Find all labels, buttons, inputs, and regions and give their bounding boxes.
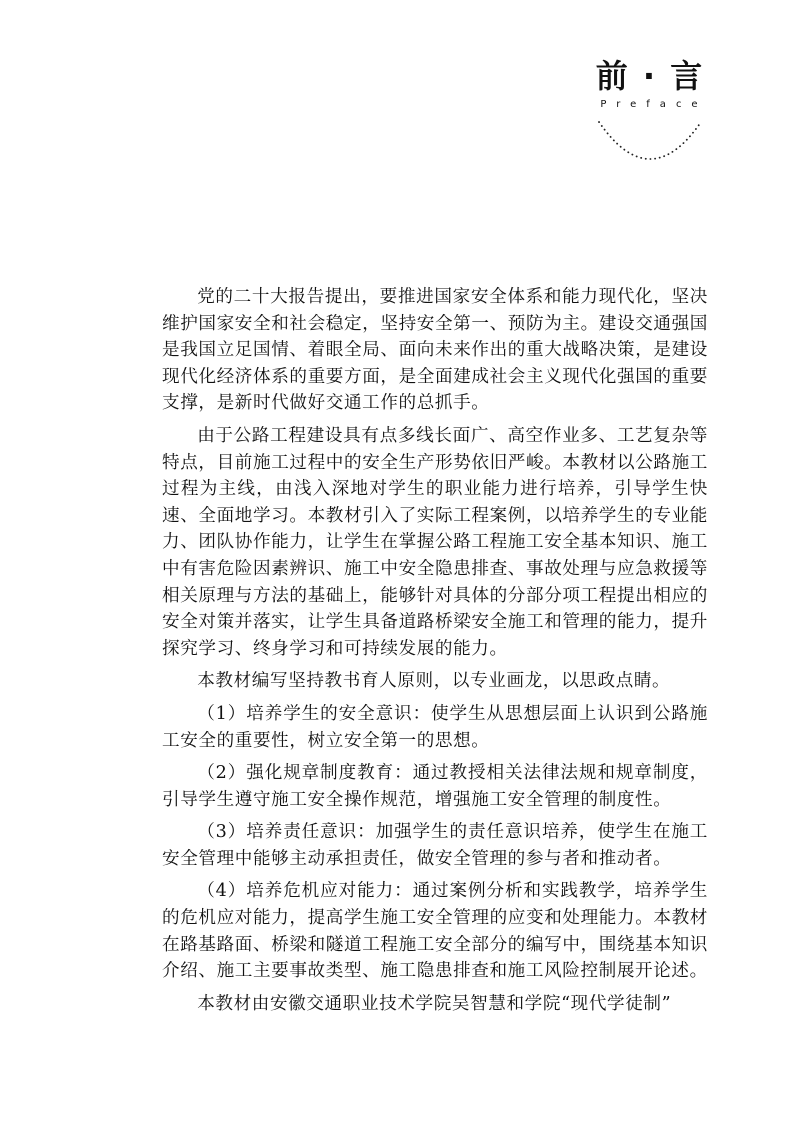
paragraph: （4）培养危机应对能力：通过案例分析和实践教学，培养学生的危机应对能力，提高学生施工安全管理的应变和处理能力。本教材在路基路面、桥梁和隧道工程施工安全部分的编写中，围绕基本知识介绍、施工主要事故类型、施工隐患排查和施工风险控制展开论述。: [162, 881, 708, 982]
paragraph: 本教材编写坚持教书育人原则，以专业画龙，以思政点睛。: [197, 671, 671, 692]
paragraph: 党的二十大报告提出，要推进国家安全体系和能力现代化，坚决维护国家安全和社会稳定，坚持安全第一、预防为主。建设交通强国是我国立足国情、着眼全局、面向未来作出的重大战略决策，是建设现代化经济体系的重要方面，是全面建成社会主义现代化强国的重要支撑，是新时代做好交通工作的总抓手。: [162, 287, 708, 414]
paragraph: 由于公路工程建设具有点多线长面广、高空作业多、工艺复杂等特点，目前施工过程中的安全生产形势依旧严峻。本教材以公路施工过程为主线，由浅入深地对学生的职业能力进行培养，引导学生快速、全面地学习。本教材引入了实际工程案例，以培养学生的专业能力、团队协作能力，让学生在掌握公路工程施工安全基本知识、施工中有害危险因素辨识、施工中安全隐患排查、事故处理与应急救援等相关原理与方法的基础上，能够针对具体的分部分项工程提出相应的安全对策并落实，让学生具备道路桥梁安全施工和管理的能力，提升探究学习、终身学习和可持续发展的能力。: [162, 425, 708, 659]
heading-subtitle: Preface: [600, 99, 708, 110]
paragraph: （3）培养责任意识：加强学生的责任意识培养，使学生在施工安全管理中能够主动承担责任，做安全管理的参与者和推动者。: [162, 822, 708, 869]
preface-heading: [588, 54, 712, 164]
preface-body: [162, 284, 708, 1023]
paragraph: （2）强化规章制度教育：通过教授相关法律法规和规章制度，引导学生遵守施工安全操作规范，增强施工安全管理的制度性。: [162, 763, 708, 810]
paragraph: 本教材由安徽交通职业技术学院吴智慧和学院“现代学徒制”: [197, 993, 672, 1014]
dotted-arc-icon: [595, 116, 705, 164]
heading-title: 前 · 言: [595, 57, 705, 95]
paragraph: （1）培养学生的安全意识：使学生从思想层面上认识到公路施工安全的重要性，树立安全第一的思想。: [162, 703, 708, 751]
